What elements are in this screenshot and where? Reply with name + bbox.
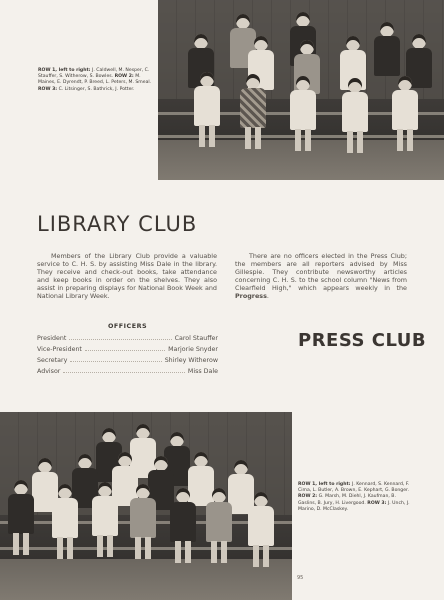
caption-row2-label: ROW 2: — [114, 74, 134, 80]
officer-name: Shirley Witherow — [164, 357, 218, 364]
officer-role: President — [37, 335, 67, 342]
officer-name: Miss Dale — [187, 368, 218, 375]
library-club-description: Members of the Library Club provide a valuable service to C. H. S. by assisting Miss Dale in the library. They receive and check-out books, take attendance and keep books in order on the shelves. They also assist in preparing displays for National Book Week and National Library Week. — [37, 252, 217, 300]
caption-row2-names: G. Marsh, M. Diehl, J. Kaufman, B. Gaslins, B. Jury, H. Livergood. — [298, 494, 396, 506]
caption-row2-label: ROW 2: — [298, 494, 318, 500]
press-club-photo — [0, 412, 292, 600]
officer-role: Secretary — [37, 357, 68, 364]
press-club-description-text: There are no officers elected in the Press Club; the members are all reporters advised by Miss Gillespie. They contribute newsworthy articles concerning C. H. S. to the school column "News from Clearfield High," which appears weekly in the — [235, 252, 407, 292]
press-club-description — [235, 253, 407, 300]
caption-row1-names: J. Caldwell, M. Nesper, C. Stauffer, S. Witherow, S. Bowles. — [38, 68, 150, 80]
officer-name: Carol Stauffer — [174, 335, 218, 342]
officer-row — [37, 346, 218, 357]
officer-row — [37, 357, 218, 368]
press-club-description-end: . — [266, 291, 269, 300]
press-club-photo-caption — [298, 482, 410, 513]
page-number: 95 — [297, 575, 304, 581]
caption-row3-label: ROW 3: — [367, 500, 387, 506]
progress-newspaper-name: Progress — [235, 291, 267, 300]
library-club-title: LIBRARY CLUB — [37, 212, 198, 236]
caption-row1-names: J. Kennard, S. Kennard, F. Cima, L. Butler, A. Brown, E. Kephart, G. Bonger. — [298, 482, 410, 494]
press-club-title: PRESS CLUB — [298, 330, 427, 351]
officer-role: Vice-President — [37, 346, 82, 353]
caption-row3-names: C. Litsinger, S. Bathrick, J. Potter. — [58, 86, 135, 92]
officers-list — [37, 335, 218, 379]
library-club-photo — [158, 0, 444, 180]
library-club-photo-caption — [38, 68, 153, 93]
caption-row1-label: ROW 1, left to right: — [298, 482, 351, 487]
officer-name: Marjorie Snyder — [168, 346, 218, 353]
caption-row3-label: ROW 3: — [38, 86, 58, 92]
caption-row3-names: J. Unch, J. Marino, D. McClaskey. — [298, 500, 410, 512]
officers-title: OFFICERS — [108, 322, 148, 330]
officer-row — [37, 335, 218, 346]
caption-row2-names: M. Maines, E. Dyrendt, P. Breed, L. Peters, M. Smeal. — [38, 74, 152, 86]
officer-row — [37, 368, 218, 379]
caption-row1-label: ROW 1, left to right: — [38, 68, 91, 73]
officer-role: Advisor — [37, 368, 61, 375]
